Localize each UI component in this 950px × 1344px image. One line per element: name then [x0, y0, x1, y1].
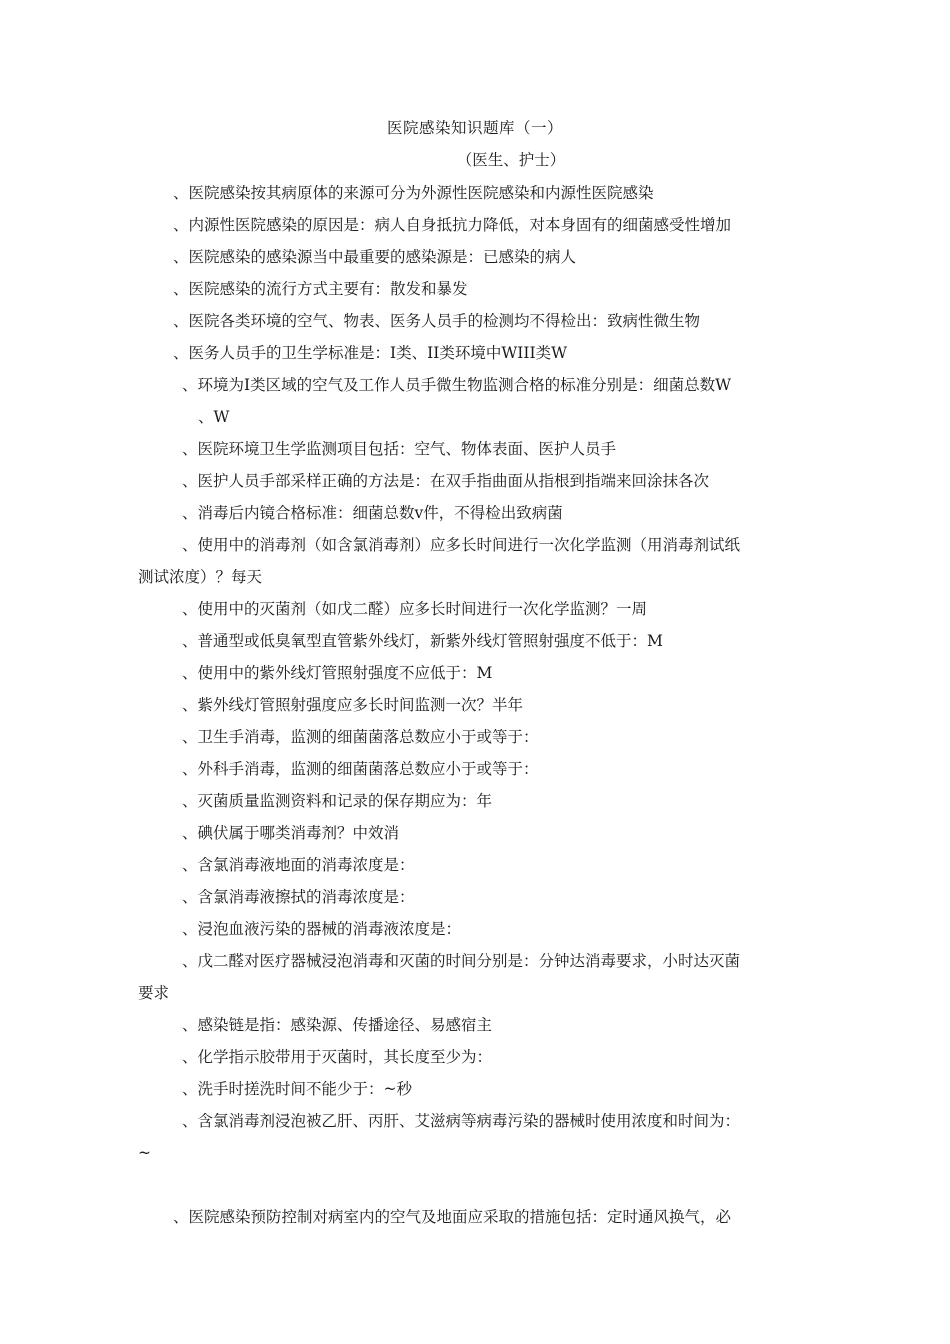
question-line: 、使用中的灭菌剂（如戊二醛）应多长时间进行一次化学监测？一周 — [182, 600, 648, 618]
question-line: 、卫生手消毒，监测的细菌菌落总数应小于或等于： — [182, 728, 539, 746]
question-line: 、灭菌质量监测资料和记录的保存期应为：年 — [182, 792, 493, 810]
question-line-continuation: ~ — [138, 1144, 151, 1162]
question-line: 、洗手时搓洗时间不能少于：~秒 — [182, 1080, 412, 1098]
question-line: 、外科手消毒，监测的细菌菌落总数应小于或等于： — [182, 760, 539, 778]
question-line: 、医院感染的感染源当中最重要的感染源是：已感染的病人 — [173, 248, 577, 266]
question-line: 、碘伏属于哪类消毒剂？中效消 — [182, 824, 400, 842]
question-line: 、含氯消毒液地面的消毒浓度是： — [182, 856, 415, 874]
question-line: 、消毒后内镜合格标准：细菌总数v件，不得检出致病菌 — [182, 504, 563, 522]
document-subtitle: （医生、护士） — [456, 151, 566, 169]
question-line: 、医护人员手部采样正确的方法是：在双手指曲面从指根到指端来回涂抹各次 — [182, 472, 710, 490]
question-line: 、医院感染按其病原体的来源可分为外源性医院感染和内源性医院感染 — [173, 184, 654, 202]
question-line: 、医务人员手的卫生学标准是：I类、II类环境中WIII类W — [173, 344, 568, 362]
question-line: 、浸泡血液污染的器械的消毒液浓度是： — [182, 920, 462, 938]
question-line-continuation: 要求 — [138, 984, 170, 1002]
question-line: 、内源性医院感染的原因是：病人自身抵抗力降低，对本身固有的细菌感受性增加 — [173, 216, 732, 234]
question-line: 、含氯消毒剂浸泡被乙肝、丙肝、艾滋病等病毒污染的器械时使用浓度和时间为： — [182, 1112, 741, 1130]
question-line: 、化学指示胶带用于灭菌时，其长度至少为： — [182, 1048, 493, 1066]
question-line: 、使用中的紫外线灯管照射强度不应低于：M — [182, 664, 493, 682]
question-line: 、含氯消毒液擦拭的消毒浓度是： — [182, 888, 415, 906]
question-line: 、医院环境卫生学监测项目包括：空气、物体表面、医护人员手 — [182, 440, 617, 458]
question-line: 、医院感染预防控制对病室内的空气及地面应采取的措施包括：定时通风换气，必 — [173, 1208, 732, 1226]
question-line-continuation: 测试浓度）？每天 — [138, 568, 263, 586]
question-line: 、医院各类环境的空气、物表、医务人员手的检测均不得检出：致病性微生物 — [173, 312, 701, 330]
question-line-continuation: 、W — [198, 408, 230, 426]
question-line: 、紫外线灯管照射强度应多长时间监测一次？半年 — [182, 696, 524, 714]
question-line: 、医院感染的流行方式主要有：散发和暴发 — [173, 280, 468, 298]
document-title: 医院感染知识题库（一） — [386, 119, 563, 137]
question-line: 、环境为I类区域的空气及工作人员手微生物监测合格的标准分别是：细菌总数W — [182, 376, 732, 394]
question-line: 、使用中的消毒剂（如含氯消毒剂）应多长时间进行一次化学监测（用消毒剂试纸 — [182, 536, 741, 554]
question-line: 、普通型或低臭氧型直管紫外线灯，新紫外线灯管照射强度不低于：M — [182, 632, 663, 650]
question-line: 、感染链是指：感染源、传播途径、易感宿主 — [182, 1016, 493, 1034]
question-line: 、戊二醛对医疗器械浸泡消毒和灭菌的时间分别是：分钟达消毒要求，小时达灭菌 — [182, 952, 741, 970]
